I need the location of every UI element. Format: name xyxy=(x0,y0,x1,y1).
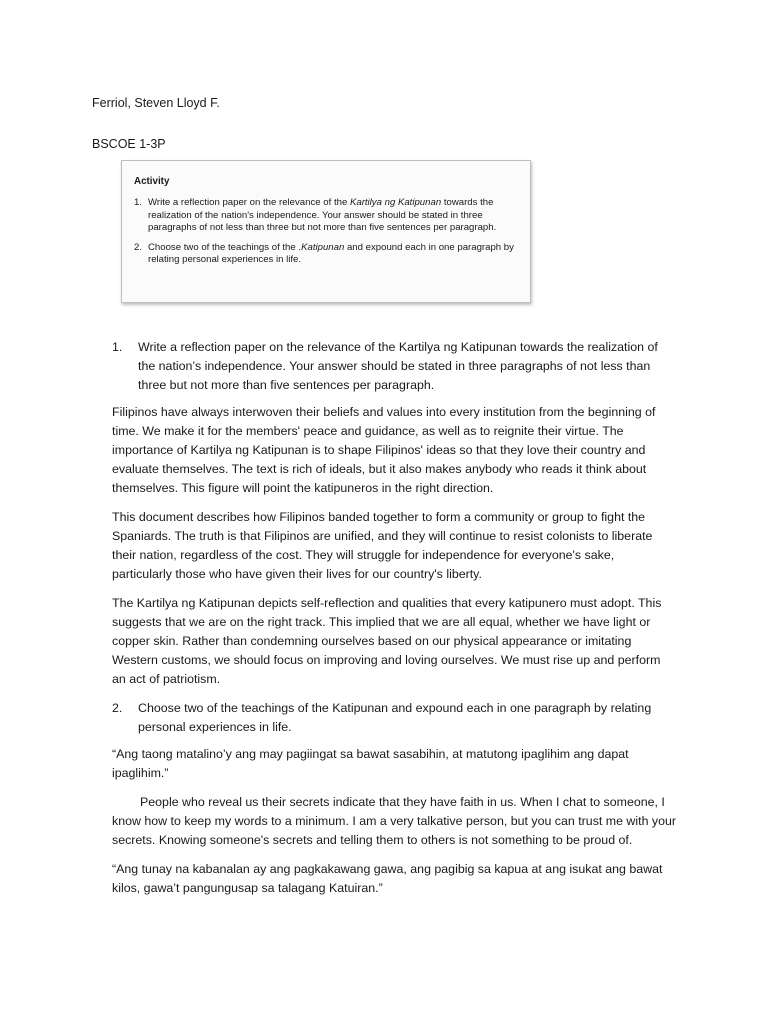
teaching-quote: “Ang taong matalino’y ang may pagiingat sa bawat sasabihin, at matutong ipaglihim ang dapat ipaglihim.” xyxy=(112,747,629,780)
activity-title: Activity xyxy=(134,176,170,187)
activity-item xyxy=(134,197,520,234)
activity-item-emphasis: Katipunan xyxy=(301,241,345,253)
activity-item-text-part: and expound each in one paragraph by relating personal experiences in life. xyxy=(148,241,514,266)
question-1 xyxy=(112,338,677,395)
answer-paragraph: The Kartilya ng Katipunan depicts self-reflection and qualities that every katipunero must adopt. This suggests that we are on the right track. This implied that we are all equal, whether we have light or copper skin. Rather than condemning ourselves based on our physical appearance or imitating Western customs, we should focus on improving and loving ourselves. We must rise up and perform an act of patriotism. xyxy=(112,596,662,686)
activity-item-emphasis: Kartilya ng Katipunan xyxy=(349,197,442,209)
teaching-quote: “Ang tunay na kabanalan ay ang pagkakawang gawa, ang pagibig sa kapua at ang isukat ang bawat kilos, gawa’t pangungusap sa talagang Katuiran.” xyxy=(112,862,663,895)
activity-item-text-part: Choose two of the teachings of the . xyxy=(148,241,302,253)
answer-paragraph: This document describes how Filipinos banded together to form a community or group to fight the Spaniards. The truth is that Filipinos are unified, and they will continue to resist colonists to liberate their nation, regardless of the cost. They will struggle for independence for everyone's sake, particularly those who have given their lives for our country's liberty. xyxy=(112,510,653,581)
activity-item-text xyxy=(148,242,520,267)
activity-item-text xyxy=(148,197,520,234)
question-2 xyxy=(112,699,677,737)
course-section: BSCOE 1-3P xyxy=(92,137,166,151)
activity-item-text-part: Write a reflection paper on the relevance of the xyxy=(148,197,350,209)
question-number: 2. xyxy=(112,701,123,715)
question-number: 1. xyxy=(112,340,123,354)
activity-item-text-part: towards the realization of the nation's independence. Your answer should be stated in three paragraphs of not less than three but not more than five sentences per paragraph. xyxy=(148,197,497,234)
activity-item-number: 1. xyxy=(134,197,143,209)
answer-paragraph: People who reveal us their secrets indicate that they have faith in us. When I chat to someone, I know how to keep my words to a minimum. I am a very talkative person, but you can trust me with your secrets. Knowing someone's secrets and telling them to others is not something to be proud of. xyxy=(112,795,677,847)
question-text: Write a reflection paper on the relevance of the Kartilya ng Katipunan towards the realization of the nation’s independence. Your answer should be stated in three paragraphs of not less than three but not more than five sentences per paragraph. xyxy=(138,340,658,392)
activity-item xyxy=(134,242,520,267)
question-text: Choose two of the teachings of the Katipunan and expound each in one paragraph by relating personal experiences in life. xyxy=(138,701,652,734)
answer-paragraph: Filipinos have always interwoven their beliefs and values into every institution from the beginning of time. We make it for the members' peace and guidance, as well as to reignite their virtue. The importance of Kartilya ng Katipunan is to shape Filipinos' ideas so that they love their country and evaluate themselves. The text is rich of ideals, but it also makes anybody who reads it think about themselves. This figure will point the katipuneros in the right direction. xyxy=(112,405,656,495)
student-name: Ferriol, Steven Lloyd F. xyxy=(92,96,220,110)
activity-item-number: 2. xyxy=(134,241,143,253)
activity-instructions-image xyxy=(121,160,531,303)
document-body xyxy=(112,338,677,908)
